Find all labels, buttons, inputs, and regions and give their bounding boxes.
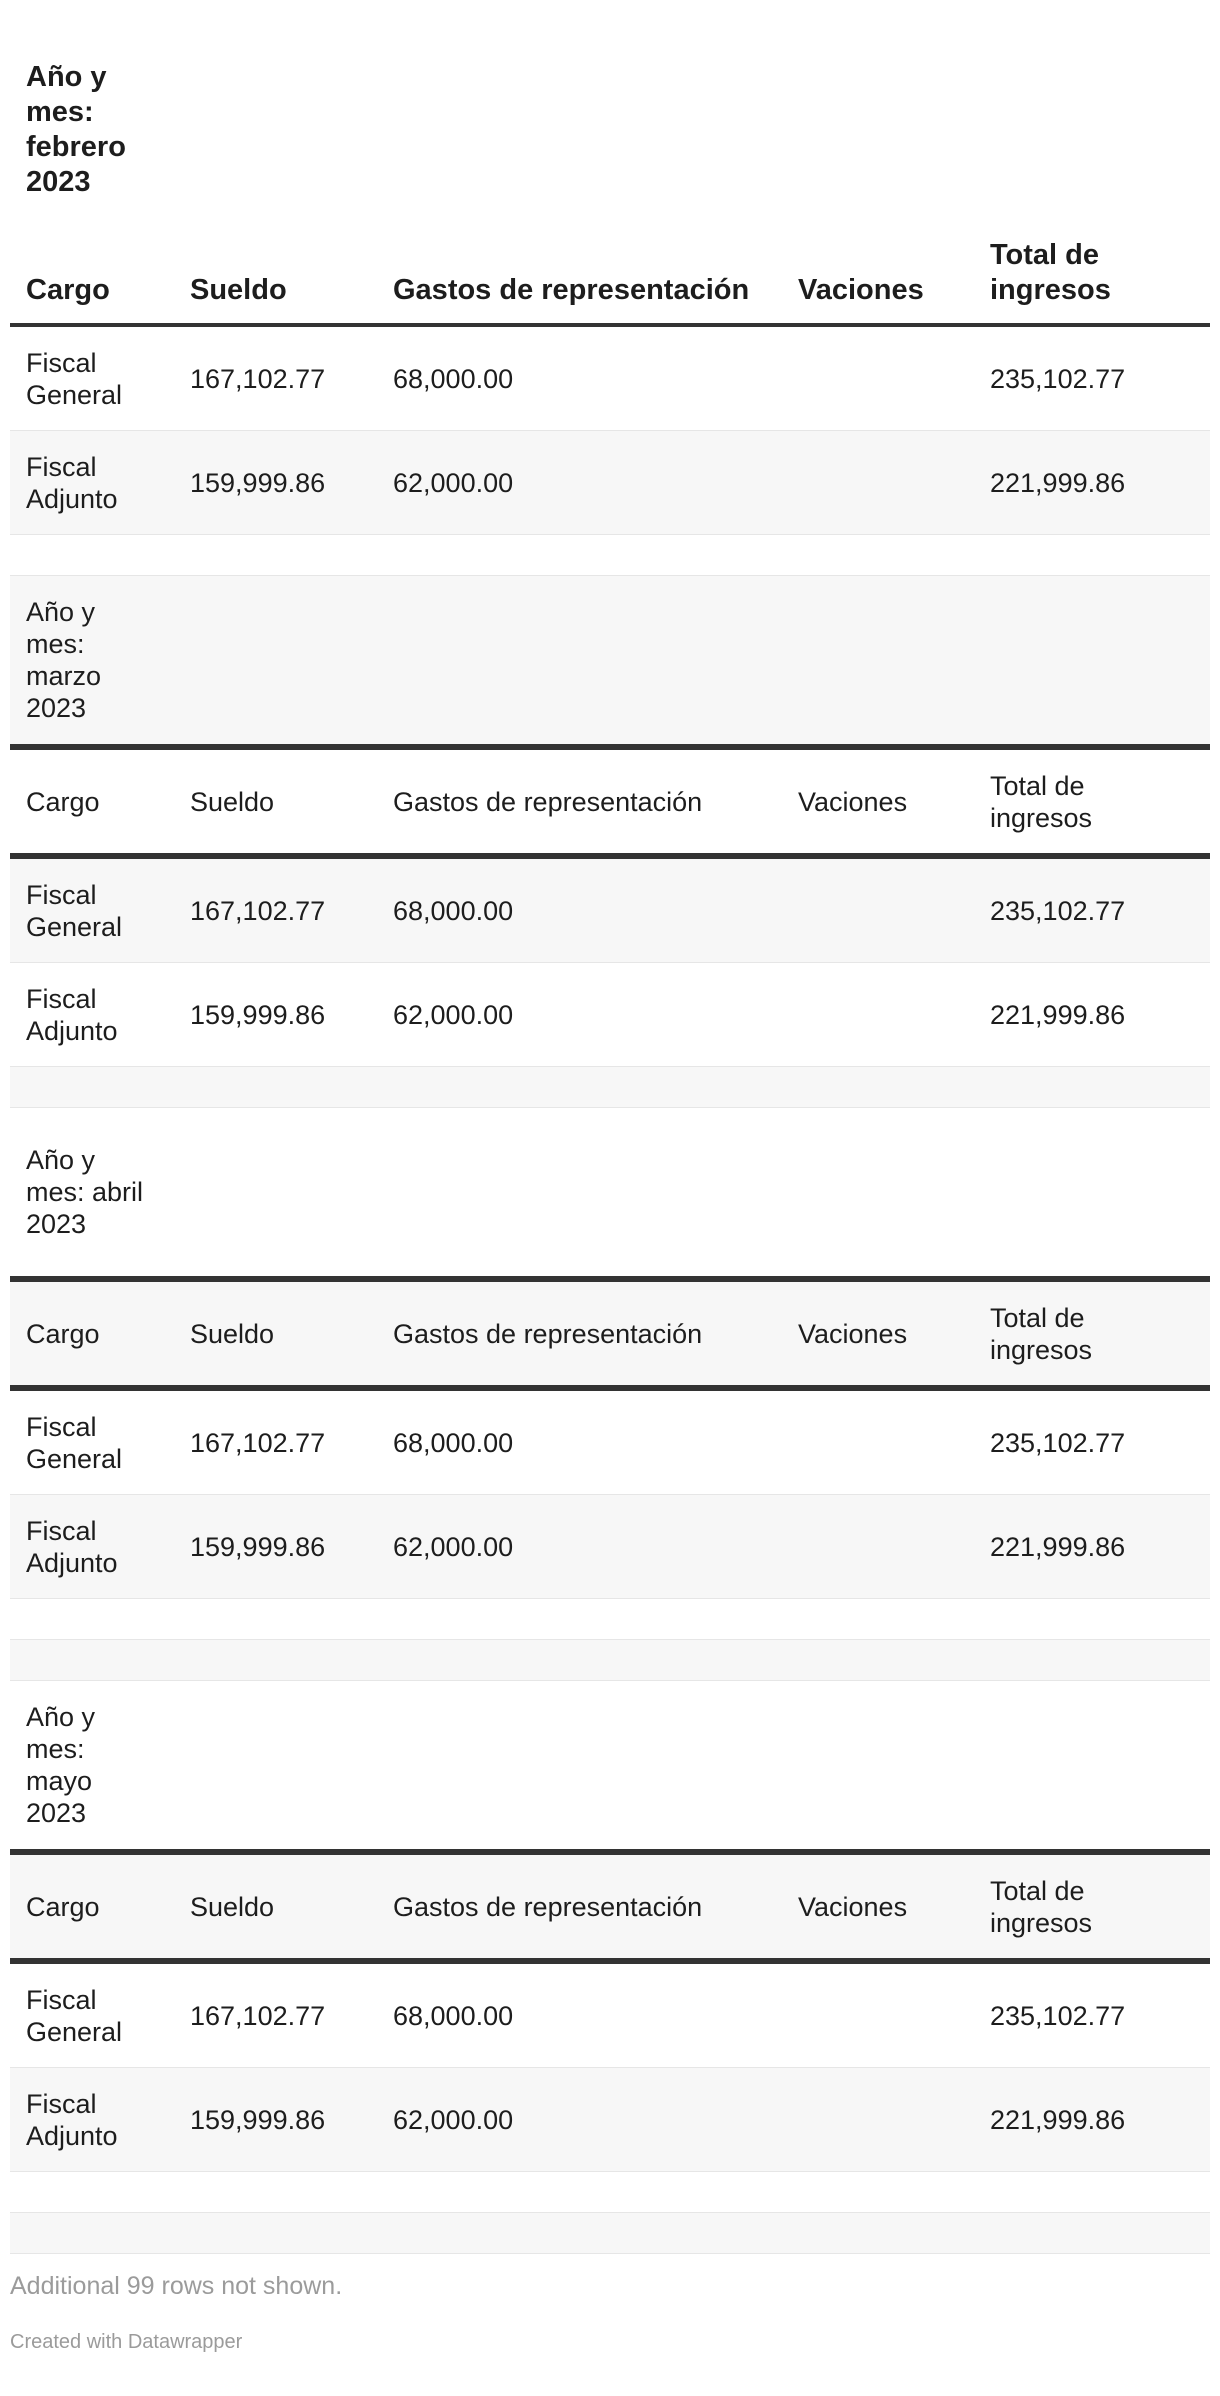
- col-header-vaciones: Vaciones: [782, 747, 974, 856]
- header-row: [10, 1279, 1210, 1388]
- col-header-vaciones: Vaciones: [782, 1852, 974, 1961]
- cell-total: 235,102.77: [974, 325, 1210, 431]
- cell-sueldo: 167,102.77: [174, 1388, 377, 1495]
- col-header-gastos: Gastos de representación: [377, 747, 782, 856]
- group-title: Año y mes: abril 2023: [26, 1145, 144, 1239]
- table-row: [10, 963, 1210, 1067]
- table-row: [10, 1495, 1210, 1599]
- cell-gastos: 62,000.00: [377, 1495, 782, 1599]
- cell-vaciones: [782, 963, 974, 1067]
- cell-cargo: Fiscal Adjunto: [10, 2068, 174, 2172]
- cell-cargo: Fiscal Adjunto: [10, 431, 174, 535]
- separator-row: [10, 1640, 1210, 1681]
- cell-total: 221,999.86: [974, 2068, 1210, 2172]
- col-header-sueldo: Sueldo: [174, 1279, 377, 1388]
- col-header-total: Total de ingresos: [974, 1279, 1210, 1388]
- salary-table: [10, 0, 1210, 2254]
- table-row: [10, 856, 1210, 963]
- cell-gastos: 62,000.00: [377, 963, 782, 1067]
- cell-cargo: Fiscal General: [10, 1961, 174, 2068]
- col-header-total: Total de ingresos: [974, 747, 1210, 856]
- table-row: [10, 1961, 1210, 2068]
- cell-vaciones: [782, 1495, 974, 1599]
- col-header-cargo: Cargo: [10, 1279, 174, 1388]
- cell-vaciones: [782, 1961, 974, 2068]
- separator-row: [10, 1067, 1210, 1108]
- cell-vaciones: [782, 2068, 974, 2172]
- cell-total: 235,102.77: [974, 856, 1210, 963]
- cell-total: 235,102.77: [974, 1961, 1210, 2068]
- cell-sueldo: 159,999.86: [174, 1495, 377, 1599]
- cell-sueldo: 167,102.77: [174, 856, 377, 963]
- cell-vaciones: [782, 431, 974, 535]
- cell-gastos: 62,000.00: [377, 431, 782, 535]
- col-header-gastos[interactable]: Gastos de representación: [377, 220, 782, 325]
- cell-gastos: 68,000.00: [377, 325, 782, 431]
- table-row: [10, 431, 1210, 535]
- cell-sueldo: 167,102.77: [174, 325, 377, 431]
- table-row: [10, 2068, 1210, 2172]
- group-title-row: [10, 0, 1210, 220]
- separator-row: [10, 2172, 1210, 2213]
- cell-cargo: Fiscal Adjunto: [10, 963, 174, 1067]
- cell-vaciones: [782, 1388, 974, 1495]
- cell-cargo: Fiscal General: [10, 856, 174, 963]
- cell-total: 235,102.77: [974, 1388, 1210, 1495]
- rows-not-shown-note: Additional 99 rows not shown.: [10, 2272, 343, 2300]
- col-header-vaciones: Vaciones: [782, 1279, 974, 1388]
- cell-sueldo: 159,999.86: [174, 963, 377, 1067]
- cell-gastos: 68,000.00: [377, 1388, 782, 1495]
- cell-total: 221,999.86: [974, 1495, 1210, 1599]
- cell-sueldo: 159,999.86: [174, 2068, 377, 2172]
- col-header-sueldo: Sueldo: [174, 747, 377, 856]
- col-header-total[interactable]: Total de ingresos: [974, 220, 1210, 325]
- cell-gastos: 68,000.00: [377, 1961, 782, 2068]
- cell-vaciones: [782, 325, 974, 431]
- header-row: [10, 747, 1210, 856]
- cell-cargo: Fiscal Adjunto: [10, 1495, 174, 1599]
- datawrapper-credit[interactable]: Created with Datawrapper: [10, 2331, 243, 2353]
- col-header-total: Total de ingresos: [974, 1852, 1210, 1961]
- cell-total: 221,999.86: [974, 431, 1210, 535]
- group-title-row: [10, 576, 1210, 748]
- cell-total: 221,999.86: [974, 963, 1210, 1067]
- cell-cargo: Fiscal General: [10, 1388, 174, 1495]
- group-title-row: [10, 1108, 1210, 1280]
- group-title-row: [10, 1681, 1210, 1853]
- col-header-gastos: Gastos de representación: [377, 1852, 782, 1961]
- cell-vaciones: [782, 856, 974, 963]
- cell-sueldo: 167,102.77: [174, 1961, 377, 2068]
- col-header-gastos: Gastos de representación: [377, 1279, 782, 1388]
- cell-cargo: Fiscal General: [10, 325, 174, 431]
- separator-row: [10, 2213, 1210, 2254]
- group-title: Año y mes: mayo 2023: [26, 1702, 96, 1828]
- table-row: [10, 325, 1210, 431]
- group-title: Año y mes: marzo 2023: [10, 576, 174, 748]
- col-header-sueldo[interactable]: Sueldo: [174, 220, 377, 325]
- table-row: [10, 1388, 1210, 1495]
- col-header-vaciones[interactable]: Vaciones: [782, 220, 974, 325]
- header-row: [10, 1852, 1210, 1961]
- separator-row: [10, 1599, 1210, 1640]
- cell-sueldo: 159,999.86: [174, 431, 377, 535]
- group-title: Año y mes: febrero 2023: [26, 61, 126, 198]
- col-header-cargo: Cargo: [10, 1852, 174, 1961]
- header-row: [10, 220, 1210, 325]
- col-header-cargo[interactable]: Cargo: [10, 220, 174, 325]
- col-header-sueldo: Sueldo: [174, 1852, 377, 1961]
- cell-gastos: 62,000.00: [377, 2068, 782, 2172]
- col-header-cargo: Cargo: [10, 747, 174, 856]
- separator-row: [10, 535, 1210, 576]
- cell-gastos: 68,000.00: [377, 856, 782, 963]
